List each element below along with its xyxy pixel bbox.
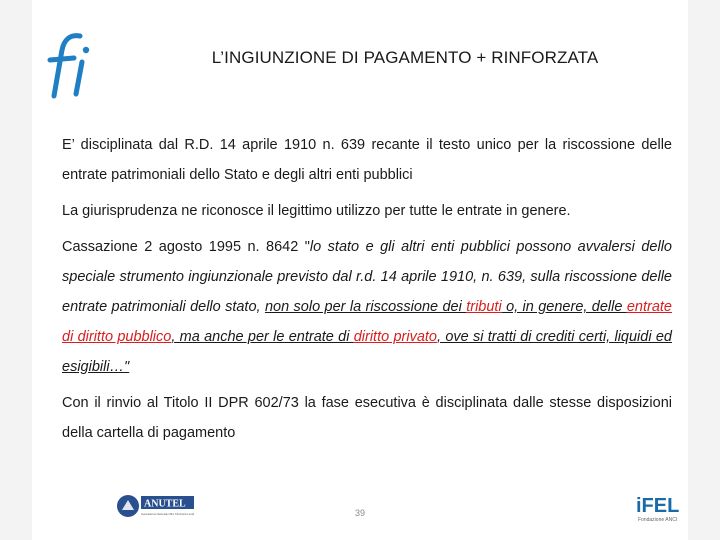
body-text: [62, 130, 672, 454]
paragraph-3: [62, 232, 672, 382]
anutel-label: ANUTEL: [144, 498, 186, 510]
anutel-logo: [116, 492, 196, 520]
ifel-logo: [634, 490, 680, 524]
paragraph-4: Con il rinvio al Titolo II DPR 602/73 la fase esecutiva è disciplinata dalle stesse disposizioni della cartella di pagamento: [62, 395, 672, 441]
fi-logo-icon: [40, 32, 100, 100]
quote-red-tributi: tributi: [466, 299, 502, 315]
quote-red-entrate-diritto-pubblico: entrate di diritto pubblico: [62, 299, 672, 345]
right-margin-band: [688, 0, 720, 540]
quote-underlined-3: , ma anche per le entrate di: [171, 329, 354, 345]
quote-underlined-2: o, in genere, delle: [501, 299, 627, 315]
paragraph-2: La giurisprudenza ne riconosce il legittimo utilizzo per tutte le entrate in genere.: [62, 203, 571, 219]
quote-part-a: lo stato e gli altri enti pubblici possono avvalersi dello speciale strumento ingiunzionale previsto dal r.d. 14 aprile 1910, n. 639, sulla riscossione delle entrate patrimoniali dello stato,: [62, 239, 672, 315]
page-number: 39: [354, 508, 365, 518]
ifel-label: iFEL: [636, 495, 680, 517]
paragraph-1: E’ disciplinata dal R.D. 14 aprile 1910 n. 639 recante il testo unico per la riscossione delle entrate patrimoniali dello Stato e degli altri enti pubblici: [62, 137, 672, 183]
quote-underlined-4: , ove si tratti di crediti certi, liquidi ed esigibili…": [62, 329, 672, 375]
anutel-subtitle: Associazione Nazionale Uffici Tributi Enti Locali: [141, 512, 195, 516]
ifel-subtitle: Fondazione ANCI: [638, 517, 678, 523]
quote-underlined-1: non solo per la riscossione dei: [264, 299, 467, 315]
page-title: L’INGIUNZIONE DI PAGAMENTO + RINFORZATA: [211, 48, 599, 67]
citation-intro: Cassazione 2 agosto 1995 n. 8642 ": [62, 239, 310, 255]
left-margin-band: [0, 0, 32, 540]
quote-red-diritto-privato: diritto privato: [353, 329, 437, 345]
